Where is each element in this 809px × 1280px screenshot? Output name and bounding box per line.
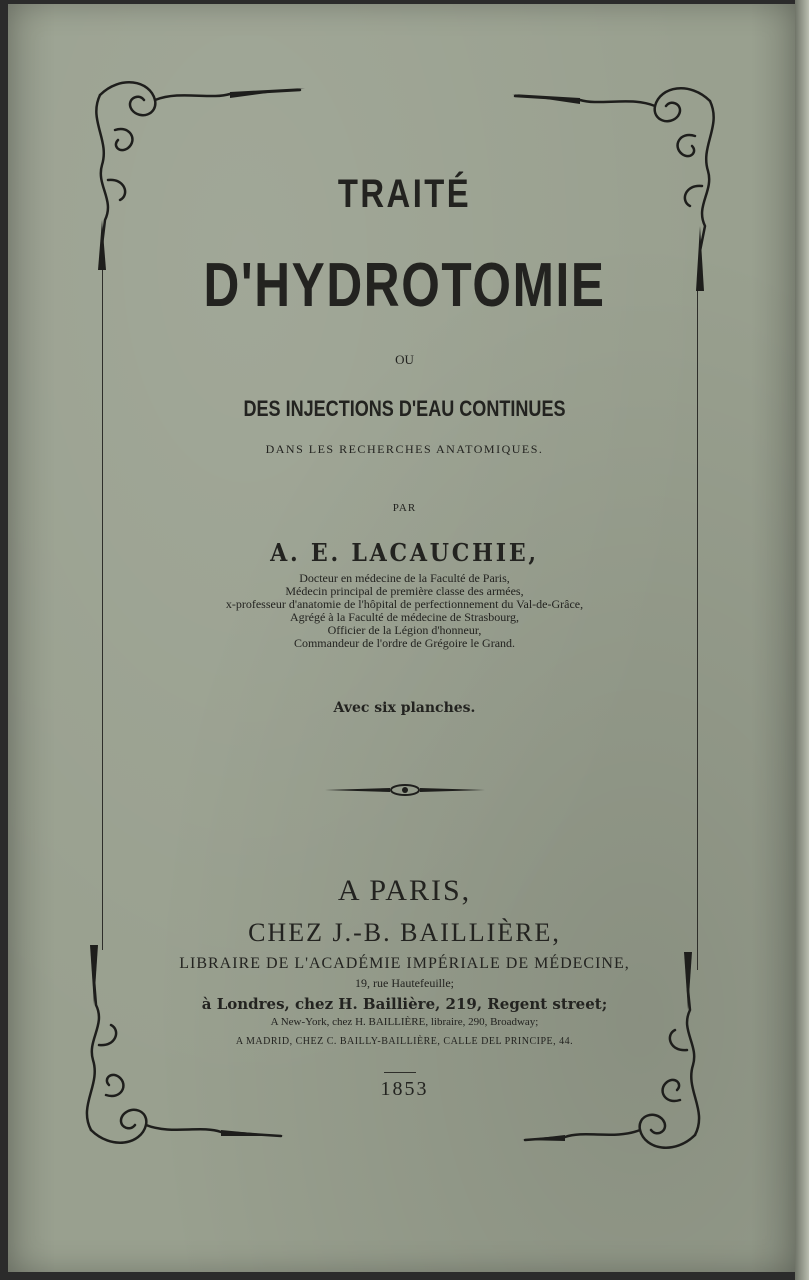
- subtitle: DES INJECTIONS D'EAU CONTINUES: [243, 396, 566, 421]
- publisher-address: 19, rue Hautefeuille;: [355, 976, 454, 990]
- ornament-bottom-left: [66, 940, 286, 1160]
- ornament-divider: [320, 780, 490, 800]
- title-small: TRAITÉ: [337, 172, 472, 216]
- page-title: D'HYDROTOMIE: [203, 251, 606, 320]
- conjunction: OU: [395, 352, 414, 367]
- credential-line: Commandeur de l'ordre de Grégoire le Grand.: [293, 636, 516, 650]
- credential-line: Agrégé à la Faculté de médecine de Strasbourg,: [289, 610, 520, 624]
- london-branch: à Londres, chez H. Baillière, 219, Regent street;: [201, 995, 608, 1013]
- new-york-branch: A New-York, chez H. BAILLIÈRE, libraire, 290, Broadway;: [270, 1016, 539, 1028]
- author-name: A. E. LACAUCHIE,: [270, 538, 539, 567]
- publication-city: A PARIS,: [337, 874, 472, 907]
- year-rule: [384, 1072, 416, 1073]
- credential-line: Médecin principal de première classe des armées,: [285, 584, 524, 598]
- credential-line: x-professeur d'anatomie de l'hôpital de perfectionnement du Val-de-Grâce,: [225, 597, 584, 611]
- publisher-name: CHEZ J.-B. BAILLIÈRE,: [248, 918, 561, 947]
- plates-note: Avec six planches.: [333, 700, 476, 716]
- credential-line: Docteur en médecine de la Faculté de Paris,: [299, 571, 510, 585]
- credential-line: Officier de la Légion d'honneur,: [327, 623, 482, 637]
- madrid-branch: A MADRID, CHEZ C. BAILLY-BAILLIÈRE, CALLE DEL PRINCIPE, 44.: [235, 1036, 574, 1047]
- publication-year: 1853: [380, 1078, 429, 1100]
- subtitle-secondary: DANS LES RECHERCHES ANATOMIQUES.: [265, 442, 544, 456]
- publisher-title: LIBRAIRE DE L'ACADÉMIE IMPÉRIALE DE MÉDECINE,: [179, 955, 630, 972]
- by-label: PAR: [392, 502, 417, 514]
